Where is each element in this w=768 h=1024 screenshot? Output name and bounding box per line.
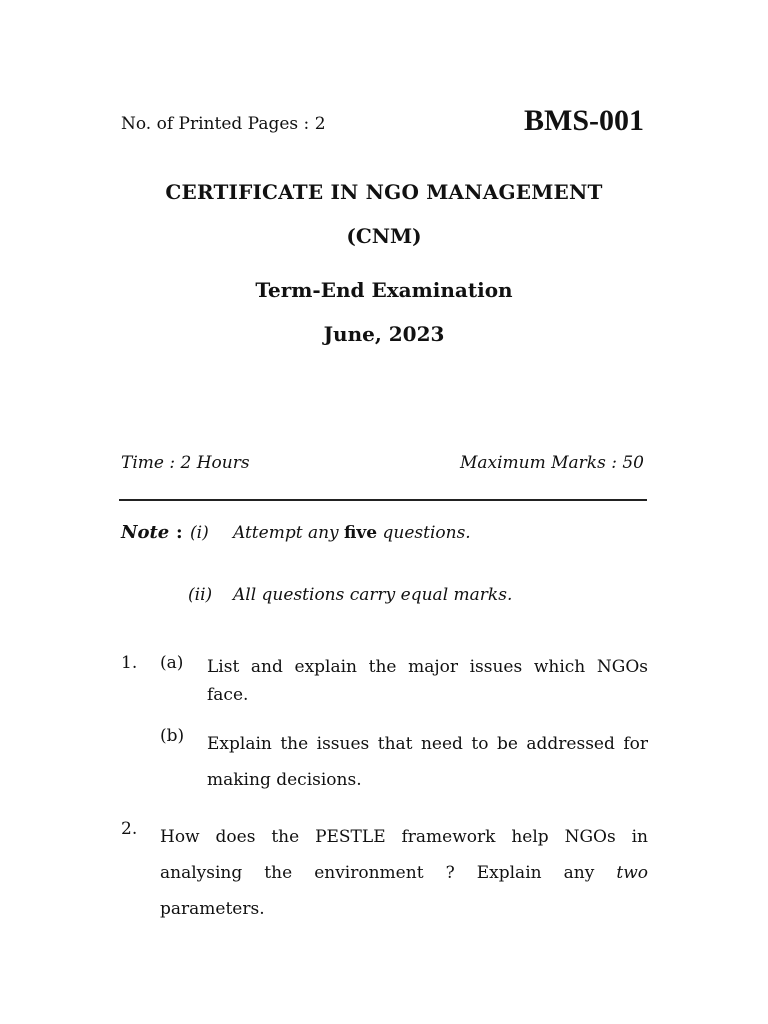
question-number: 2.: [121, 819, 138, 839]
note-colon: :: [176, 522, 183, 543]
note-item-text: All questions carry equal marks.: [233, 585, 513, 605]
question-text-end: parameters.: [160, 899, 265, 919]
time-allowed: Time : 2 Hours: [121, 453, 250, 473]
printed-pages-count: No. of Printed Pages : 2: [121, 114, 326, 134]
note-item-number: (ii): [188, 585, 213, 605]
note-item-number: (i): [190, 523, 209, 543]
note-item-text: [233, 523, 471, 543]
question-part-label: (a): [160, 653, 184, 673]
exam-session: June, 2023: [323, 322, 445, 346]
note-item-text-start: Attempt any: [233, 523, 345, 543]
question-text-start: How does the PESTLE framework help NGOs in analysing the environment ? Explain any: [160, 827, 648, 883]
question-part-text: Explain the issues that need to be addressed for making decisions.: [207, 734, 648, 790]
note-item-emphasis: five: [344, 523, 378, 543]
paper-code: BMS-001: [524, 104, 644, 137]
note-label: Note: [121, 522, 170, 543]
note-item-text-end: questions.: [377, 523, 471, 543]
programme-abbreviation: (CNM): [346, 224, 422, 248]
exam-name: Term-End Examination: [255, 278, 513, 302]
question-part-text: List and explain the major issues which NGOs face.: [207, 657, 648, 705]
programme-title: CERTIFICATE IN NGO MANAGEMENT: [165, 180, 603, 204]
question-part-label: (b): [160, 726, 185, 746]
question-number: 1.: [121, 653, 138, 673]
question-text-emphasis: two: [616, 863, 648, 883]
maximum-marks: Maximum Marks : 50: [459, 453, 644, 473]
header-divider: [119, 499, 647, 501]
question-text: [160, 819, 648, 927]
